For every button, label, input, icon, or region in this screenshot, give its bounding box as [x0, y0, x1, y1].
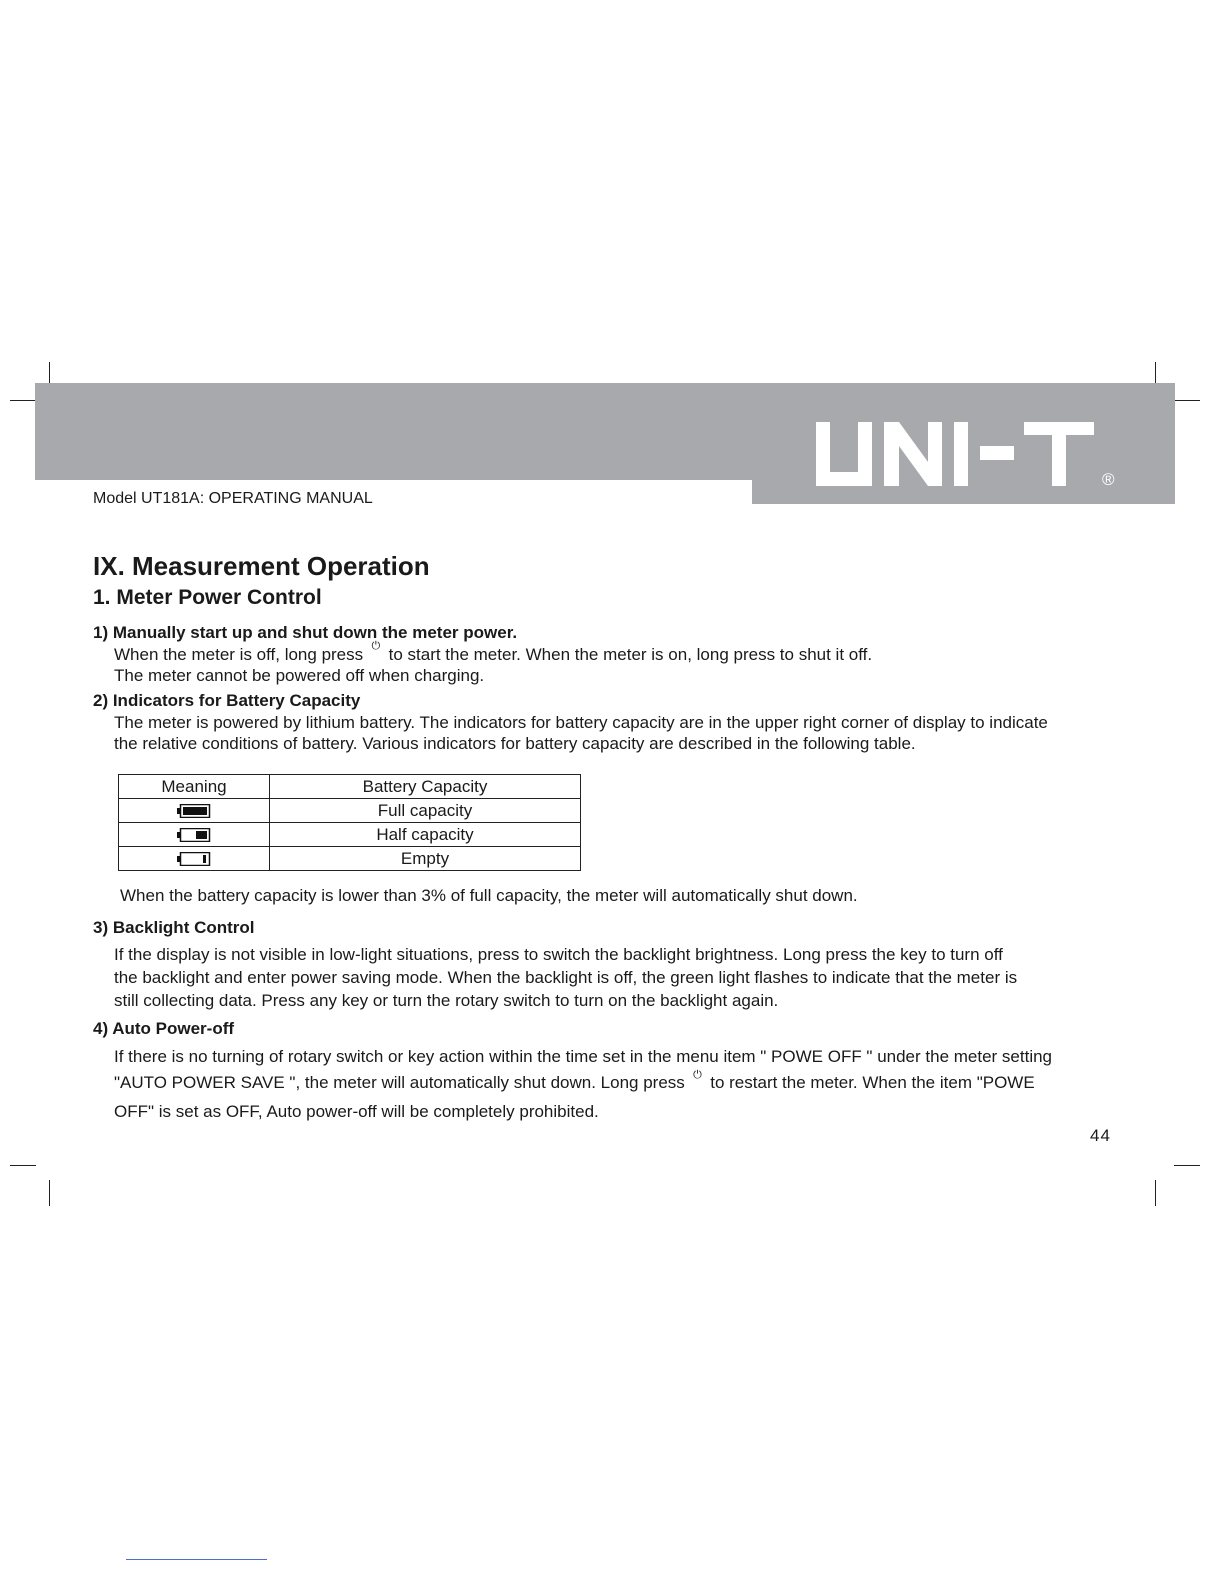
section-title: IX. Measurement Operation	[93, 551, 430, 581]
battery-empty-icon	[177, 852, 211, 866]
item4-heading: 4) Auto Power-off	[93, 1019, 235, 1038]
item4-line3: OFF" is set as OFF, Auto power-off will be completely prohibited.	[114, 1102, 599, 1121]
power-icon: ⏻	[693, 1069, 702, 1081]
power-icon: ⏻	[371, 640, 381, 652]
manual-title: Model UT181A: OPERATING MANUAL	[93, 490, 373, 507]
item1-line1: When the meter is off, long press ⏻ to start the meter. When the meter is on, long press to shut it off.	[114, 644, 1133, 665]
section-subtitle: 1. Meter Power Control	[93, 586, 322, 609]
table-header-capacity: Battery Capacity	[270, 775, 581, 799]
item4-line1: If there is no turning of rotary switch or key action within the time set in the menu item " POWE OFF " under the meter setting	[114, 1047, 1053, 1066]
crop-mark-top-left-h	[10, 400, 36, 401]
item1-heading: 1) Manually start up and shut down the meter power.	[93, 623, 518, 642]
table-header-row	[119, 775, 581, 799]
crop-mark-top-right-h	[1174, 400, 1200, 401]
item3-heading: 3) Backlight Control	[93, 918, 255, 937]
uni-t-logo	[816, 422, 1121, 488]
item4-line2: "AUTO POWER SAVE ", the meter will automatically shut down. Long press ⏻ to restart the meter. When the item "POWE	[114, 1070, 1133, 1096]
item2-heading: 2) Indicators for Battery Capacity	[93, 691, 361, 710]
table-row	[119, 799, 581, 823]
table-header-meaning: Meaning	[119, 775, 270, 799]
table-cell-capacity: Half capacity	[270, 823, 581, 847]
item3-line3: still collecting data. Press any key or turn the rotary switch to turn on the backlight again.	[114, 991, 779, 1010]
item2-line2: the relative conditions of battery. Various indicators for battery capacity are described in the following table.	[114, 734, 916, 753]
item3-line2: the backlight and enter power saving mode. When the backlight is off, the green light flashes to indicate that the meter is	[114, 968, 1018, 987]
battery-half-icon	[177, 828, 211, 842]
battery-table	[118, 774, 581, 871]
item2-line1: The meter is powered by lithium battery. The indicators for battery capacity are in the upper right corner of display to indicate	[114, 713, 1048, 732]
item1-line2: The meter cannot be powered off when charging.	[114, 666, 485, 685]
table-cell-capacity: Empty	[270, 847, 581, 871]
svg-text:®: ®	[1102, 470, 1115, 488]
table-row	[119, 823, 581, 847]
crop-mark-bottom-left	[49, 1180, 50, 1206]
crop-mark-bottom-right-h	[1174, 1165, 1200, 1166]
table-cell-capacity: Full capacity	[270, 799, 581, 823]
item3-line1: If the display is not visible in low-light situations, press to switch the backlight brightness. Long press the key to turn off	[114, 945, 1003, 964]
battery-note: When the battery capacity is lower than 3% of full capacity, the meter will automatically shut down.	[120, 886, 858, 905]
footer-rule	[126, 1559, 267, 1560]
battery-full-icon	[177, 804, 211, 818]
page-number: 44	[1090, 1126, 1111, 1145]
crop-mark-bottom-right	[1155, 1180, 1156, 1206]
crop-mark-bottom-left-h	[10, 1165, 36, 1166]
page-content	[93, 548, 1133, 1125]
table-row	[119, 847, 581, 871]
